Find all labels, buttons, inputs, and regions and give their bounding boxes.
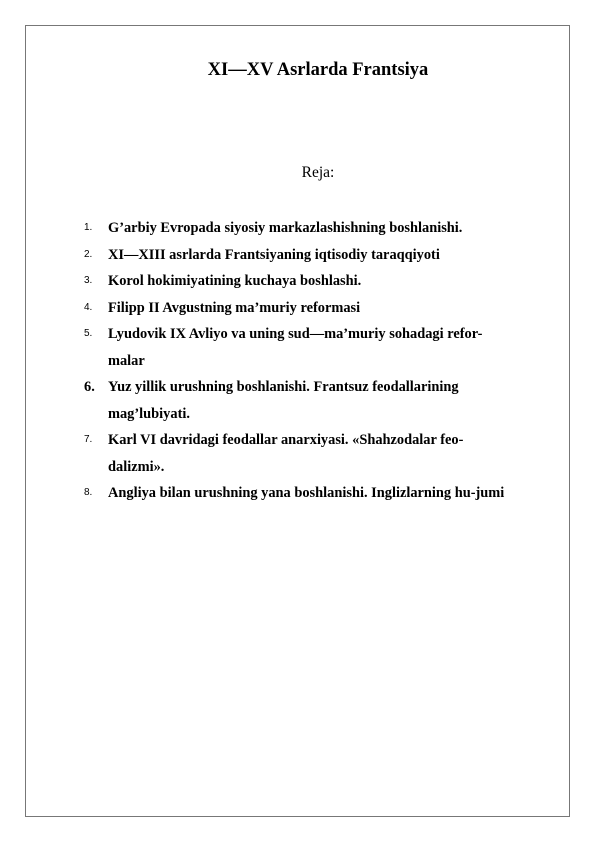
plan-item-text: XI—XIII asrlarda Frantsiyaning iqtisodiy taraqqiyoti xyxy=(108,246,440,263)
plan-item-text: Angliya bilan urushning yana boshlanishi. Inglizlarning hu-jumi xyxy=(108,485,505,501)
plan-item-text: Filipp II Avgustning ma’muriy reformasi xyxy=(108,299,361,316)
plan-item-7 xyxy=(84,427,554,480)
plan-item-2 xyxy=(84,242,554,269)
plan-item-number: 6. xyxy=(84,379,95,395)
plan-item-6 xyxy=(84,374,554,427)
plan-item-text: Korol hokimiyatining kuchaya boshlashi. xyxy=(108,273,362,289)
plan-item-number: 1. xyxy=(84,222,93,233)
page-title: XI—XV Asrlarda Frantsiya xyxy=(207,60,429,80)
plan-item-number: 3. xyxy=(84,275,93,286)
plan-item-text: Yuz yillik urushning boshlanishi. Frantsuz feodallarining xyxy=(108,379,459,395)
plan-item-text-continued: malar xyxy=(108,352,145,369)
plan-item-3 xyxy=(84,268,554,295)
plan-list xyxy=(84,215,554,507)
plan-item-number: 8. xyxy=(84,487,93,498)
plan-item-number: 2. xyxy=(84,248,93,260)
plan-item-8 xyxy=(84,480,554,507)
plan-item-text-continued: dalizmi». xyxy=(108,458,165,475)
plan-item-1 xyxy=(84,215,554,242)
plan-item-5 xyxy=(84,321,554,374)
plan-item-number: 7. xyxy=(84,434,93,445)
plan-item-text-continued: mag’lubiyati. xyxy=(108,405,190,422)
plan-item-text: Lyudovik IX Avliyo va uning sud—ma’muriy sohadagi refor- xyxy=(108,326,483,342)
plan-item-4 xyxy=(84,295,554,322)
plan-item-number: 4. xyxy=(84,301,93,313)
plan-item-text: Karl VI davridagi feodallar anarxiyasi. «Shahzodalar feo- xyxy=(108,432,464,448)
plan-item-text: G’arbiy Evropada siyosiy markazlashishning boshlanishi. xyxy=(108,220,463,236)
plan-item-number: 5. xyxy=(84,328,93,339)
plan-heading: Reja: xyxy=(301,164,335,181)
